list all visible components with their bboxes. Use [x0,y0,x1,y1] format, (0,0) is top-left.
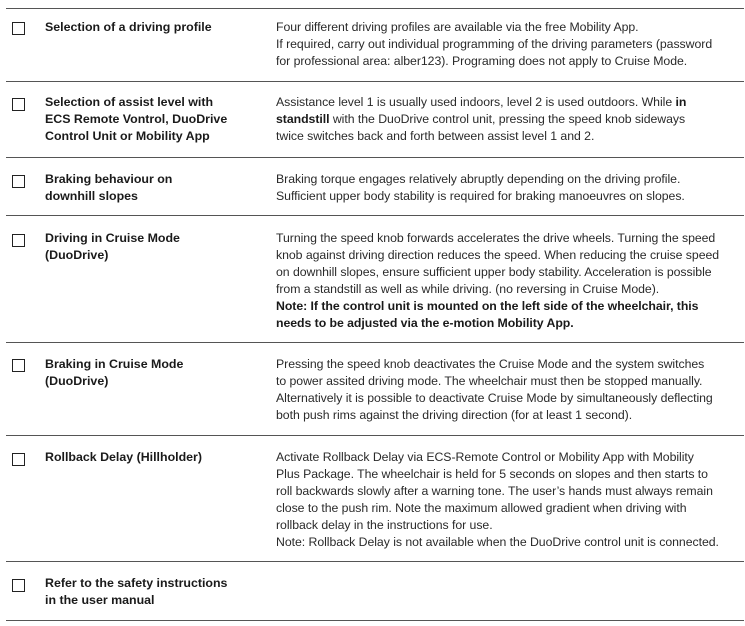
row-label: Braking in Cruise Mode (DuoDrive) [45,357,184,388]
checkbox[interactable] [12,22,25,35]
note-text: Note: If the control unit is mounted on the left side of the wheelchair, this [276,299,699,313]
checklist-row-rollback-delay [6,435,744,561]
row-description: Braking torque engages relatively abruptly depending on the driving profile. Sufficient upper body stability is required for braking manoeuvres on slopes. [276,172,685,203]
checklist-row-assist-level [6,81,744,157]
row-description: Four different driving profiles are available via the free Mobility App. If required, carry out individual programming of the driving parameters (password for professional area: alber123). Programing does not apply to Cruise Mode. [276,20,713,68]
note-text: needs to be adjusted via the e-motion Mobility App. [276,316,574,330]
checklist-row-braking-downhill [6,157,744,215]
row-label: Selection of a driving profile [45,20,212,34]
row-label: Braking behaviour on downhill slopes [45,172,173,203]
checkbox[interactable] [12,175,25,188]
row-label: Driving in Cruise Mode (DuoDrive) [45,231,180,262]
checkbox[interactable] [12,234,25,247]
checkbox[interactable] [12,359,25,372]
row-label: Selection of assist level with ECS Remote Vontrol, DuoDrive Control Unit or Mobility App [45,95,228,143]
checkbox[interactable] [12,98,25,111]
row-description: Activate Rollback Delay via ECS-Remote Control or Mobility App with Mobility Plus Package. The wheelchair is held for 5 seconds on slopes and then starts to roll backwards slowly after a warning tone. The user’s hands must always remain close to the push rim. Note the maximum allowed gradient when driving with rollback delay in the instructions for use. Note: Rollback Delay is not available when the DuoDrive control unit is connected. [276,450,719,549]
checklist-row-braking-cruise [6,342,744,435]
row-description: Assistance level 1 is usually used indoors, level 2 is used outdoors. While in standstill with the DuoDrive control unit, pressing the speed knob sideways twice switches back and forth between assist level 1 and 2. [276,95,687,143]
checkbox[interactable] [12,453,25,466]
row-label: Rollback Delay (Hillholder) [45,450,202,464]
checklist-row-safety-instructions [6,561,744,621]
row-label: Refer to the safety instructions in the user manual [45,576,228,607]
checklist-row-driving-profile [6,8,744,81]
row-description: Turning the speed knob forwards accelerates the drive wheels. Turning the speed knob against driving direction reduces the speed. When reducing the cruise speed on downhill slopes, ensure sufficient upper body stability. Acceleration is possible from a standstill as well as while driving. (no reversing in Cruise Mode). Note: If the control unit is mounted on the left side of the wheelchair, this needs to be adjusted via the e-motion Mobility App. [276,230,745,332]
checkbox[interactable] [12,579,25,592]
checklist-row-driving-cruise [6,215,744,342]
row-description: Pressing the speed knob deactivates the Cruise Mode and the system switches to power assited driving mode. The wheelchair must then be stopped manually. Alternatively it is possible to deactivate Cruise Mode by simultaneously deflecting both push rims against the driving direction (for at least 1 second). [276,357,713,422]
